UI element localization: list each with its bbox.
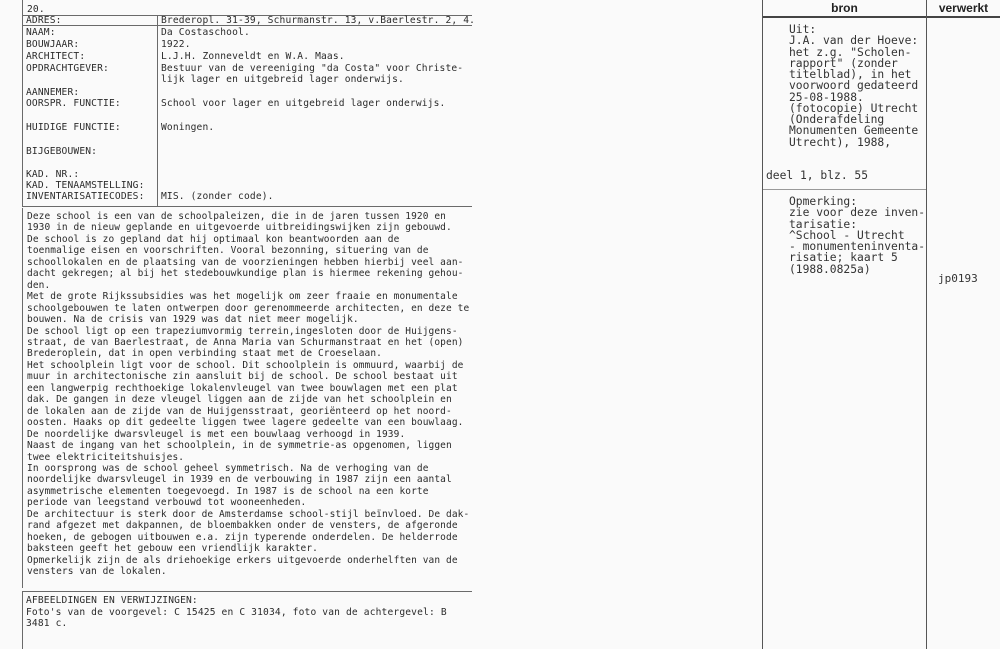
source-reference: Uit: J.A. van der Hoeve: het z.g. "Scholen- rapport" (zonder titelblad), in het voorwoord gedateerd 25-08-1988. (fotocopie) Utrecht (Onderafdeling Monumenten Gemeente Utrecht), 1988, xyxy=(789,23,919,149)
field-label-opdrachtgever: OPDRACHTGEVER: xyxy=(26,63,109,74)
illustrations-margin-line xyxy=(22,591,23,649)
label-value-divider xyxy=(157,16,158,206)
source-part: deel 1, blz. 55 xyxy=(766,169,869,182)
field-value-opdrachtgever: Bestuur van de vereeniging "da Costa" voor Christe- lijk lager en uitgebreid lager onderwijs. xyxy=(161,63,464,85)
field-value-huidige-functie: Woningen. xyxy=(161,122,215,133)
processed-code: jp0193 xyxy=(938,272,978,285)
field-value-oorspr-functie: School voor lager en uitgebreid lager onderwijs. xyxy=(161,98,446,109)
header-underline xyxy=(762,16,1000,18)
field-label-oorspr-functie: OORSPR. FUNCTIE: xyxy=(26,98,121,109)
field-label-naam: NAAM: xyxy=(26,27,56,38)
field-value-inventarisatiecodes: MIS. (zonder code). xyxy=(161,191,274,202)
field-value-naam: Da Costaschool. xyxy=(161,27,250,38)
field-value-architect: L.J.H. Zonneveldt en W.A. Maas. xyxy=(161,51,345,62)
bron-left-line xyxy=(762,0,763,649)
field-value-adres: Brederopl. 31-39, Schurmanstr. 13, v.Baerlestr. 2, 4. xyxy=(161,15,476,26)
field-label-inventarisatiecodes: INVENTARISATIECODES: xyxy=(26,191,145,202)
form-bottom-line xyxy=(22,206,472,207)
remark-text: Opmerking: zie voor deze inven- tarisatie: ^School - Utrecht - monumenteninventa- risatie; kaart 5 (1988.0825a) xyxy=(789,195,926,276)
illustrations-heading: AFBEELDINGEN EN VERWIJZINGEN: xyxy=(26,595,198,606)
illustrations-top-line xyxy=(22,591,472,592)
field-label-aannemer: AANNEMER: xyxy=(26,87,80,98)
field-label-architect: ARCHITECT: xyxy=(26,51,86,62)
field-label-bijgebouwen: BIJGEBOUWEN: xyxy=(26,146,98,157)
bron-verwerkt-divider xyxy=(926,0,927,649)
field-label-kad-tenaamstelling: KAD. TENAAMSTELLING: xyxy=(26,180,145,191)
source-separator-line xyxy=(763,189,926,190)
field-label-huidige-functie: HUIDIGE FUNCTIE: xyxy=(26,122,121,133)
description-text: Deze school is een van de schoolpaleizen, die in de jaren tussen 1920 en 1930 in de nieuw geplande en uitgevoerde uitbreidingswijken zijn gebouwd. De school is zo gepland dat hij optimaal kon beantwoorden aan de toenmalige eisen en voorschriften. Vooral bezonning, situering van de schoollokalen en de plaatsing van de voorzieningen hebben hierbij veel aan- dacht gekregen; al bij het stedebouwkundige plan is hiermee rekening gehou- den. Met de grote Rijkssubsidies was het mogelijk om zeer fraaie en monumentale schoolgebouwen te laten ontwerpen door gerenommeerde architecten, en deze te bouwen. Na de crisis van 1929 was dat niet meer mogelijk. De school ligt op een trapeziumvormig terrein,ingesloten door de Huijgens- straat, de van Baerlestraat, de Anna Maria van Schurmanstraat en het (open) Brederoplein, dat in open verbinding staat met de Croeselaan. Het schoolplein ligt voor de school. Dit schoolplein is ommuurd, waarbij de muur in architectonische zin aansluit bij de school. De school bestaat uit een langwerpig rechthoekige lokalenvleugel van twee bouwlagen met een plat dak. De gangen in deze vleugel liggen aan de zijde van het schoolplein en de lokalen aan de zijde van de Huijgensstraat, georiënteerd op het noord- oosten. Haaks op dit gedeelte liggen twee lagere gedeelte van een bouwlaag. De noordelijke dwarsvleugel is met een bouwlaag verhoogd in 1939. Naast de ingang van het schoolplein, in de symmetrie-as opgenomen, liggen twee elektriciteitshuisjes. In oorsprong was de school geheel symmetrisch. Na de verhoging van de noordelijke dwarsvleugel in 1939 en de verbouwing in 1987 zijn een aantal asymmetrische elementen toegevoegd. In 1987 is de school na een korte periode van leegstand verbouwd tot wooneenheden. De architectuur is sterk door de Amsterdamse school-stijl beïnvloed. De dak- rand afgezet met dakpannen, de bloembakken onder de vensters, de afgeronde hoeken, de gebogen uitbouwen e.a. zijn typerende onderdelen. De helderrode baksteen geeft het gebouw een vriendlijk karakter. Opmerkelijk zijn de als driehoekige erkers uitgevoerde onderhelften van de vensters van de lokalen. xyxy=(27,211,470,578)
field-label-kad-nr: KAD. NR.: xyxy=(26,169,80,180)
field-label-adres: ADRES: xyxy=(26,15,62,26)
description-margin-line xyxy=(22,208,23,588)
bron-header: bron xyxy=(831,1,858,15)
verwerkt-header: verwerkt xyxy=(938,1,989,15)
left-margin-line xyxy=(22,0,23,206)
field-label-bouwjaar: BOUWJAAR: xyxy=(26,39,80,50)
record-number: 20. xyxy=(27,4,45,15)
field-value-bouwjaar: 1922. xyxy=(161,39,191,50)
illustrations-text: Foto's van de voorgevel: C 15425 en C 31034, foto van de achtergevel: B 3481 c. xyxy=(26,607,447,629)
